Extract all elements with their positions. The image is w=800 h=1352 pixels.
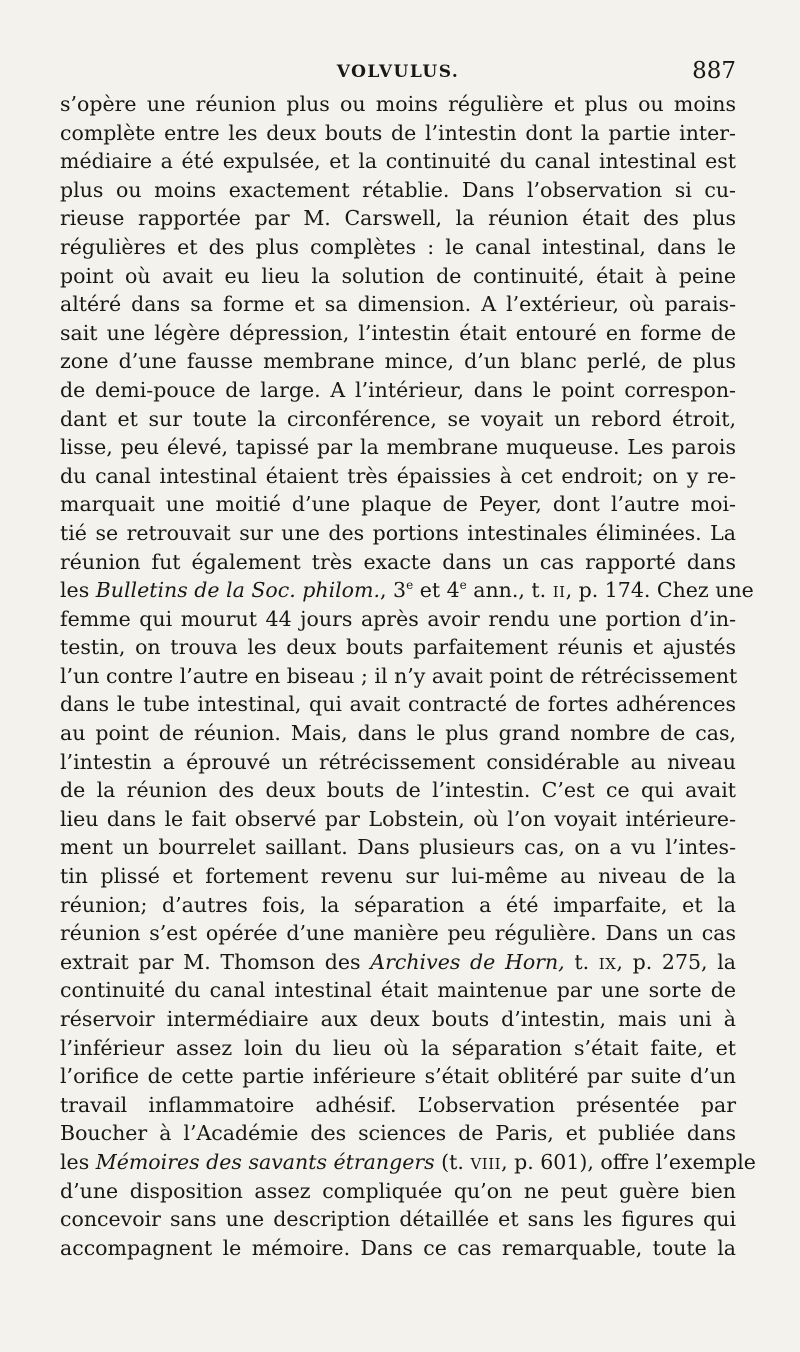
text-line: l’un contre l’autre en biseau ; il n’y avait point de rétrécissement (60, 663, 738, 688)
text-line: travail inflammatoire adhésif. L’observation présentée par (60, 1092, 736, 1117)
text-line: lisse, peu élevé, tapissé par la membrane muqueuse. Les parois (60, 435, 736, 460)
text-line: l’inférieur assez loin du lieu où la séparation s’était faite, et (60, 1035, 736, 1060)
text-line: marquait une moitié d’une plaque de Peyer, dont l’autre moi- (60, 492, 736, 517)
text-fragment: Bulletins de la Soc. philom. (95, 578, 380, 603)
text-line: tié se retrouvait sur une des portions intestinales éliminées. La (60, 520, 736, 545)
text-fragment: , p. 275, la (616, 949, 736, 974)
text-line: Boucher à l’Académie des sciences de Paris, et publiée dans (60, 1121, 736, 1146)
text-fragment: extrait par M. Thomson des (60, 949, 371, 974)
text-line: ment un bourrelet saillant. Dans plusieurs cas, on a vu l’intes- (60, 835, 736, 860)
text-line: rieuse rapportée par M. Carswell, la réunion était des plus (60, 206, 736, 231)
text-line: réunion s’est opérée d’une manière peu régulière. Dans un cas (60, 921, 736, 946)
text-line: sait une légère dépression, l’intestin était entouré en forme de (60, 320, 736, 345)
text-line: médiaire a été expulsée, et la continuité du canal intestinal est (60, 149, 736, 174)
text-fragment: , p. 174. Chez une (565, 578, 754, 603)
text-line: du canal intestinal étaient très épaissies à cet endroit; on y re- (60, 463, 736, 488)
text-line: concevoir sans une description détaillée et sans les figures qui (60, 1207, 736, 1232)
text-line: régulières et des plus complètes : le canal intestinal, dans le (60, 234, 736, 259)
text-line: au point de réunion. Mais, dans le plus grand nombre de cas, (60, 721, 736, 746)
text-line: testin, on trouva les deux bouts parfaitement réunis et ajustés (60, 635, 736, 660)
text-fragment: ann., t. (466, 578, 553, 603)
text-line: altéré dans sa forme et sa dimension. A l’extérieur, où parais- (60, 292, 736, 317)
text-line: d’une disposition assez compliquée qu’on ne peut guère bien (60, 1178, 736, 1203)
text-line: s’opère une réunion plus ou moins régulière et plus ou moins (60, 92, 736, 116)
page-number: 887 (692, 58, 736, 84)
text-line: l’orifice de cette partie inférieure s’était oblitéré par suite d’un (60, 1064, 736, 1089)
text-line: réservoir intermédiaire aux deux bouts d’intestin, mais uni à (60, 1007, 736, 1031)
text-fragment: e (406, 578, 414, 593)
text-line: réunion; d’autres fois, la séparation a été imparfaite, et la (60, 892, 736, 917)
text-line: complète entre les deux bouts de l’intestin dont la partie inter- (60, 120, 736, 145)
text-line: dans le tube intestinal, qui avait contracté de fortes adhérences (60, 692, 736, 717)
text-fragment: VIII (470, 1154, 502, 1173)
text-fragment: les (60, 1149, 96, 1174)
text-fragment: e (459, 578, 467, 593)
text-fragment: les (60, 578, 96, 603)
text-line: l’intestin a éprouvé un rétrécissement considérable au niveau (60, 749, 736, 774)
text-line: plus ou moins exactement rétablie. Dans l’observation si cu- (60, 177, 736, 202)
running-title: VOLVULUS. (336, 62, 460, 82)
text-line: femme qui mourut 44 jours après avoir rendu une portion d’in- (60, 606, 736, 631)
text-fragment: IX (598, 954, 617, 973)
text-fragment: et 4 (413, 578, 460, 603)
text-fragment: (t. (434, 1149, 471, 1174)
text-fragment: Mémoires des savants étrangers (95, 1149, 435, 1174)
body-text (60, 90, 756, 1262)
text-line: de la réunion des deux bouts de l’intestin. C’est ce qui avait (60, 778, 736, 803)
text-line: de demi-pouce de large. A l’intérieur, dans le point correspon- (60, 377, 736, 402)
text-fragment: Archives de Horn, (370, 949, 565, 974)
text-line (60, 576, 754, 605)
page-header (60, 58, 736, 88)
text-line: accompagnent le mémoire. Dans ce cas remarquable, toute la (60, 1235, 736, 1260)
text-fragment: , p. 601), offre l’exemple (501, 1149, 756, 1174)
text-line: lieu dans le fait observé par Lobstein, où l’on voyait intérieure- (60, 806, 736, 831)
text-fragment: , 3 (379, 578, 407, 603)
text-line: continuité du canal intestinal était maintenue par une sorte de (60, 978, 736, 1003)
text-line: réunion fut également très exacte dans un cas rapporté dans (60, 549, 736, 574)
text-line: zone d’une fausse membrane mince, d’un blanc perlé, de plus (60, 349, 736, 374)
text-line: point où avait eu lieu la solution de continuité, était à peine (60, 263, 736, 288)
text-line: dant et sur toute la circonférence, se voyait un rebord étroit, (60, 406, 736, 431)
text-line: tin plissé et fortement revenu sur lui-même au niveau de la (60, 864, 736, 889)
text-fragment: t. (564, 949, 599, 974)
text-fragment: II (552, 583, 566, 602)
text-line (60, 948, 736, 977)
text-line (60, 1148, 756, 1177)
